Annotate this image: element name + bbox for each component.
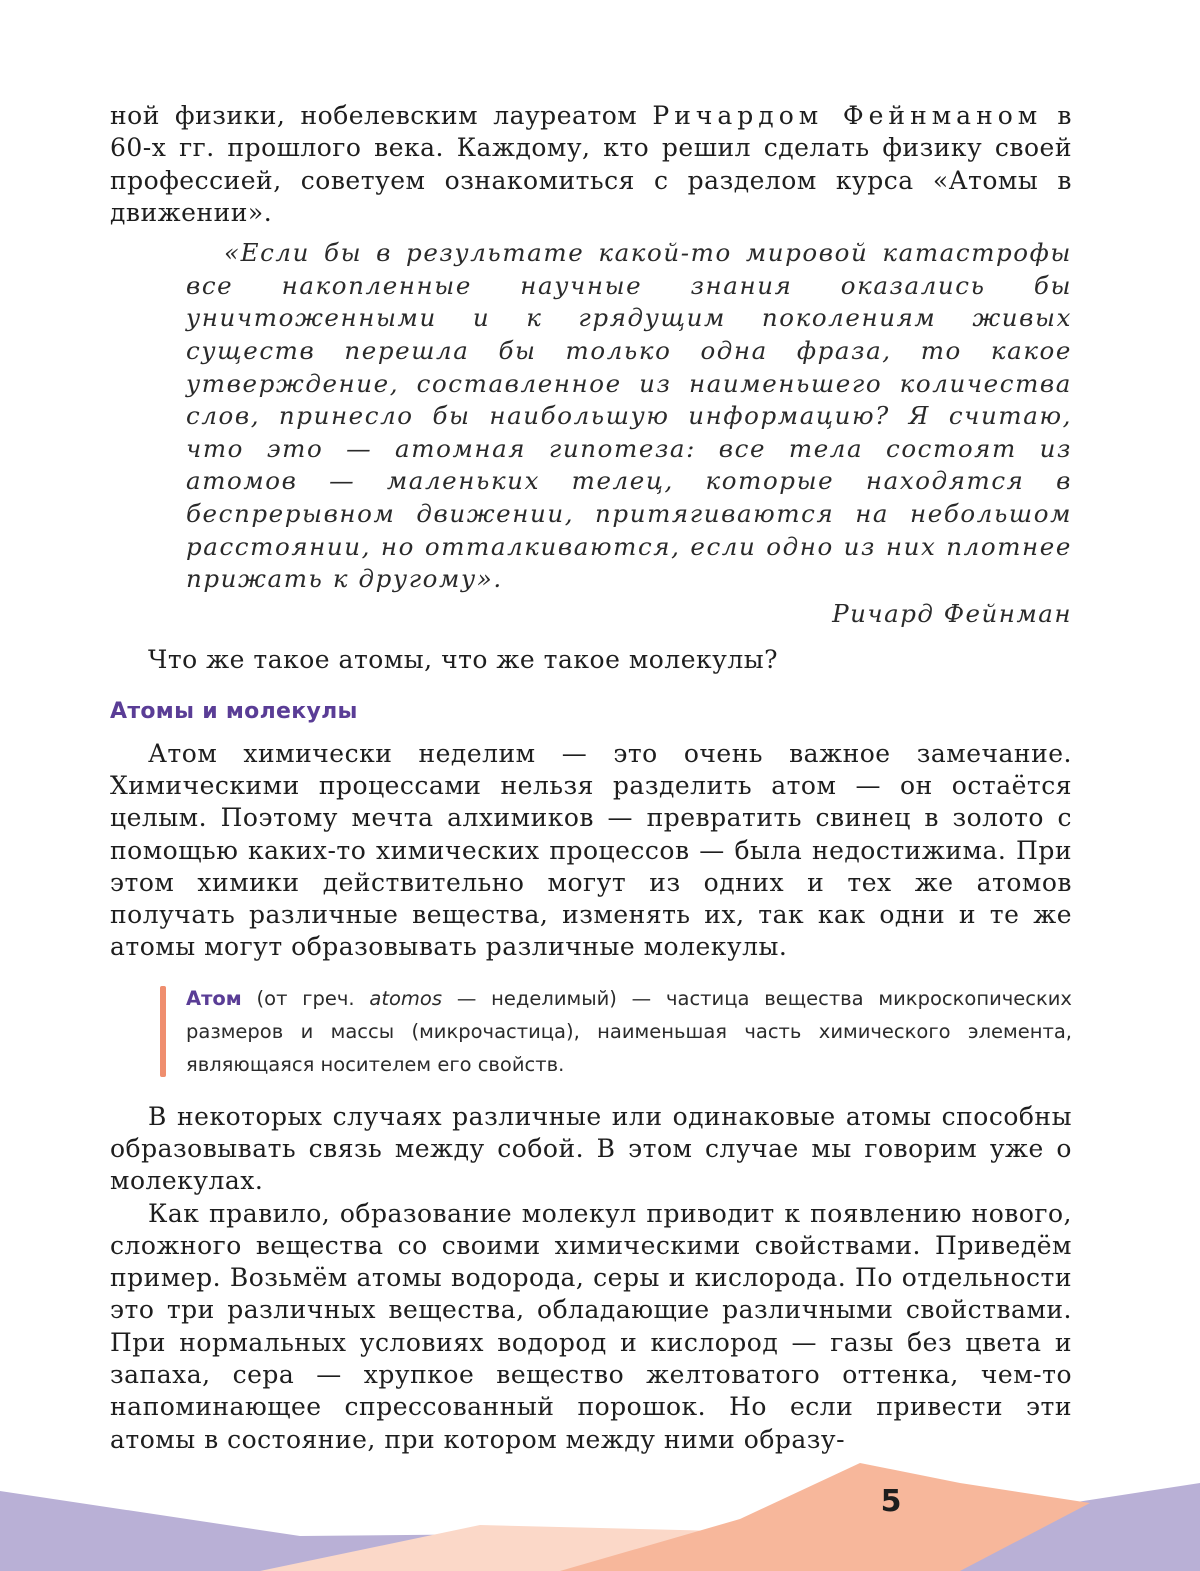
- paragraph-molecules: В некоторых случаях различные или одинаковые атомы способны образовывать связь между собой. В этом случае мы говорим уже о молекулах.: [110, 1101, 1072, 1196]
- quote-author: Ричард Фейнман: [832, 598, 1072, 628]
- definition-accent-bar: [160, 986, 166, 1077]
- intro-rest: в 60-х гг. прошлого века. Каждому, кто решил сделать физику своей профессией, советуем ознакомиться с разделом курса «Атомы в движении».: [110, 101, 1073, 227]
- definition-pre: (от греч.: [241, 986, 370, 1010]
- footer-shapes: [0, 1461, 1200, 1571]
- atom-definition-box: [160, 982, 1072, 1081]
- author-name-spaced: Ричардом Фейнманом: [652, 101, 1043, 130]
- feynman-quote: [186, 237, 1072, 630]
- definition-greek-word: atomos: [369, 986, 443, 1010]
- definition-term: Атом: [186, 986, 242, 1010]
- section-heading: Атомы и молекулы: [110, 698, 358, 724]
- page-content: [110, 100, 1072, 1456]
- quote-text: «Если бы в результате какой-то мировой катастрофы все накопленные научные знания оказались бы уничтоженными и к грядущим поколениям живых существ перешла бы только одна фраза, то какое утверждение, составленное из наименьшего количества слов, принесло бы наибольшую информацию? Я считаю, что это — атомная гипотеза: все тела состоят из атомов — маленьких телец, которые находятся в беспрерывном движении, притягиваются на небольшом расстоянии, но отталкиваются, если одно из них плотнее прижать к другому».: [186, 238, 1072, 594]
- page-number: 5: [880, 1484, 902, 1519]
- paragraph-example: Как правило, образование молекул приводит к появлению нового, сложного вещества со своими химическими свойствами. Приведём пример. Возьмём атомы водорода, серы и кислорода. По отдельности это три различных вещества, обладающие различными свойствами. При нормальных условиях водород и кислород — газы без цвета и запаха, сера — хрупкое вещество желтоватого оттенка, чем-то напоминающее спрессованный порошок. Но если привести эти атомы в состояние, при котором между ними образу-: [110, 1198, 1072, 1454]
- intro-lead: ной физики, нобелевским лауреатом: [110, 101, 653, 130]
- intro-paragraph: [110, 100, 1072, 229]
- paragraph-atom-indivisible: Атом химически неделим — это очень важное замечание. Химическими процессами нельзя разделить атом — он остаётся целым. Поэтому мечта алхимиков — превратить свинец в золото с помощью каких-то химических процессов — была недостижима. При этом химики действительно могут из одних и тех же атомов получать различные вещества, изменять их, так как одни и те же атомы могут образовывать различные молекулы.: [110, 738, 1072, 962]
- definition-post: — неделимый) — частица вещества микроскопических размеров и массы (микрочастица), наименьшая часть химического элемента, являющаяся носителем его свойств.: [186, 986, 1072, 1076]
- page-footer-decoration: [0, 1461, 1200, 1571]
- question-line: Что же такое атомы, что же такое молекулы?: [148, 645, 779, 675]
